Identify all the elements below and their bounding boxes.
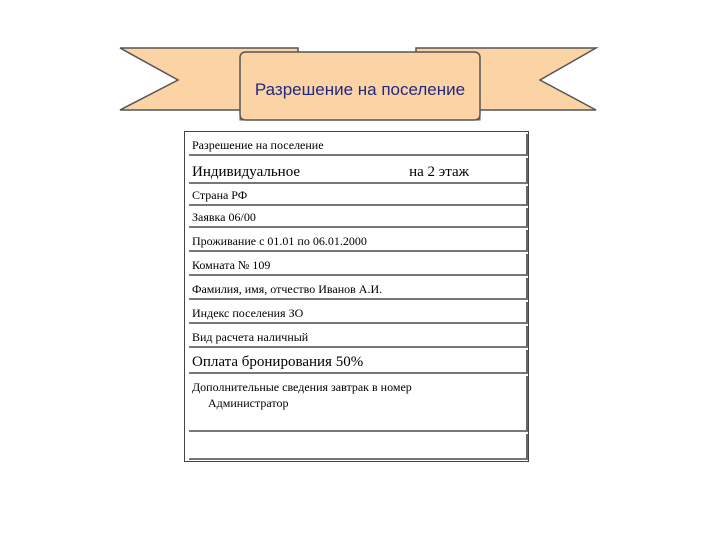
room-row [189, 254, 528, 276]
accommodation-type: Индивидуальное [192, 164, 301, 180]
registration-form [184, 131, 529, 462]
extra-info-line1: Дополнительные сведения завтрак в номер [192, 380, 412, 394]
booking-field: Оплата бронирования 50% [192, 354, 364, 370]
application-field: Заявка 06/00 [192, 210, 256, 224]
room-field: Комната № 109 [192, 258, 271, 272]
form-header: Разрешение на поселение [192, 138, 324, 152]
index-field: Индекс поселения ЗО [192, 306, 304, 320]
booking-row [189, 350, 528, 374]
floor-value: на 2 этаж [409, 164, 469, 180]
name-row [189, 278, 528, 300]
application-row [189, 208, 528, 228]
country-field: Страна РФ [192, 188, 248, 202]
name-field: Фамилия, имя, отчество Иванов А.И. [192, 282, 383, 296]
extra-info-row [189, 376, 528, 432]
accommodation-type-row [189, 158, 528, 184]
empty-row [189, 434, 528, 460]
administrator-label: Администратор [208, 396, 289, 410]
payment-type-row [189, 326, 528, 348]
form-header-row [189, 134, 528, 156]
payment-type-field: Вид расчета наличный [192, 330, 309, 344]
banner-title: Разрешение на поселение [254, 80, 466, 99]
stay-field: Проживание с 01.01 по 06.01.2000 [192, 234, 367, 248]
index-row [189, 302, 528, 324]
country-row [189, 186, 528, 206]
stay-row [189, 230, 528, 252]
